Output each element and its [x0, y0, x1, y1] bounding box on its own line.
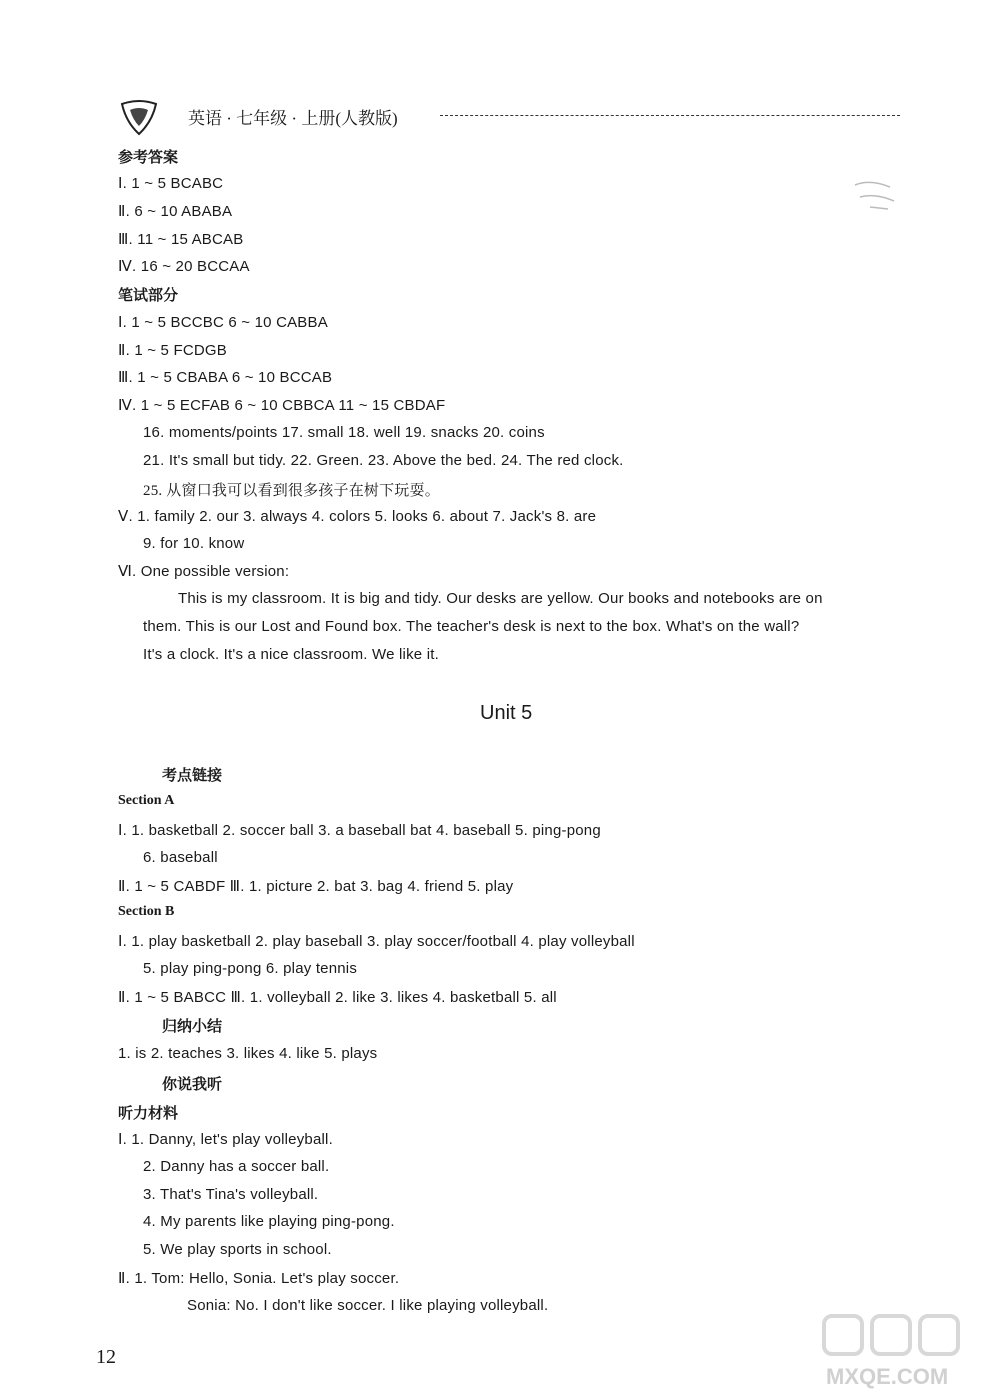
answer-line: Ⅰ. 1. basketball 2. soccer ball 3. a baseball bat 4. baseball 5. ping-pong [118, 822, 601, 839]
answer-line: Ⅰ. 1 ~ 5 BCCBC 6 ~ 10 CABBA [118, 314, 328, 331]
listening-line: Sonia: No. I don't like soccer. I like playing volleyball. [187, 1297, 549, 1314]
answer-line: Ⅱ. 1 ~ 5 CABDF Ⅲ. 1. picture 2. bat 3. bag 4. friend 5. play [118, 878, 514, 895]
answer-line: Ⅰ. 1. play basketball 2. play baseball 3. play soccer/football 4. play volleyball [118, 933, 635, 950]
answer-line: Ⅵ. One possible version: [118, 563, 290, 580]
header-title: 英语 · 七年级 · 上册(人教版) [188, 109, 398, 128]
listening-line: 5. We play sports in school. [143, 1241, 332, 1258]
answer-line: Ⅱ. 1 ~ 5 BABCC Ⅲ. 1. volleyball 2. like 3. likes 4. basketball 5. all [118, 989, 557, 1006]
section-heading-key-points: 考点链接 [162, 766, 223, 784]
answer-line: 9. for 10. know [143, 535, 245, 552]
essay-line: It's a clock. It's a nice classroom. We like it. [143, 646, 439, 663]
section-heading-written: 笔试部分 [118, 286, 179, 304]
section-heading-answers: 参考答案 [118, 148, 179, 166]
section-heading-summary: 归纳小结 [162, 1017, 223, 1035]
section-heading-speak-listen: 你说我听 [162, 1075, 223, 1093]
header-logo-icon [118, 96, 160, 136]
header-rule [440, 115, 900, 116]
page-number: 12 [96, 1346, 116, 1368]
listening-line: Ⅱ. 1. Tom: Hello, Sonia. Let's play soccer. [118, 1270, 400, 1287]
answer-line: 6. baseball [143, 849, 218, 866]
unit-title: Unit 5 [480, 702, 533, 724]
listening-line: Ⅰ. 1. Danny, let's play volleyball. [118, 1131, 333, 1148]
answer-line: 25. 从窗口我可以看到很多孩子在树下玩耍。 [143, 483, 440, 499]
answer-line: 1. is 2. teaches 3. likes 4. like 5. plays [118, 1045, 378, 1062]
answer-line: Ⅲ. 11 ~ 15 ABCAB [118, 231, 244, 248]
svg-text:MXQE.COM: MXQE.COM [826, 1364, 949, 1389]
answer-line: Ⅰ. 1 ~ 5 BCABC [118, 175, 224, 192]
answer-line: Ⅲ. 1 ~ 5 CBABA 6 ~ 10 BCCAB [118, 369, 333, 386]
answer-line: Ⅳ. 1 ~ 5 ECFAB 6 ~ 10 CBBCA 11 ~ 15 CBDAF [118, 397, 446, 414]
section-label-a: Section A [118, 793, 175, 808]
listening-line: 4. My parents like playing ping-pong. [143, 1213, 395, 1230]
essay-line: them. This is our Lost and Found box. The teacher's desk is next to the box. What's on the wall? [143, 618, 800, 635]
essay-line: This is my classroom. It is big and tidy. Our desks are yellow. Our books and notebooks are on [178, 590, 823, 607]
answer-line: 21. It's small but tidy. 22. Green. 23. Above the bed. 24. The red clock. [143, 452, 624, 469]
listening-line: 2. Danny has a soccer ball. [143, 1158, 330, 1175]
listening-line: 3. That's Tina's volleyball. [143, 1186, 319, 1203]
answer-line: Ⅱ. 6 ~ 10 ABABA [118, 203, 233, 220]
answer-line: 16. moments/points 17. small 18. well 19. snacks 20. coins [143, 424, 545, 441]
answer-line: Ⅴ. 1. family 2. our 3. always 4. colors 5. looks 6. about 7. Jack's 8. are [118, 508, 597, 525]
section-label-b: Section B [118, 904, 175, 919]
section-heading-listening-material: 听力材料 [118, 1104, 179, 1122]
answer-line: 5. play ping-pong 6. play tennis [143, 960, 358, 977]
answer-line: Ⅳ. 16 ~ 20 BCCAA [118, 258, 250, 275]
watermark-logo [820, 1310, 990, 1390]
answer-line: Ⅱ. 1 ~ 5 FCDGB [118, 342, 227, 359]
corner-scribble-icon [850, 175, 900, 215]
